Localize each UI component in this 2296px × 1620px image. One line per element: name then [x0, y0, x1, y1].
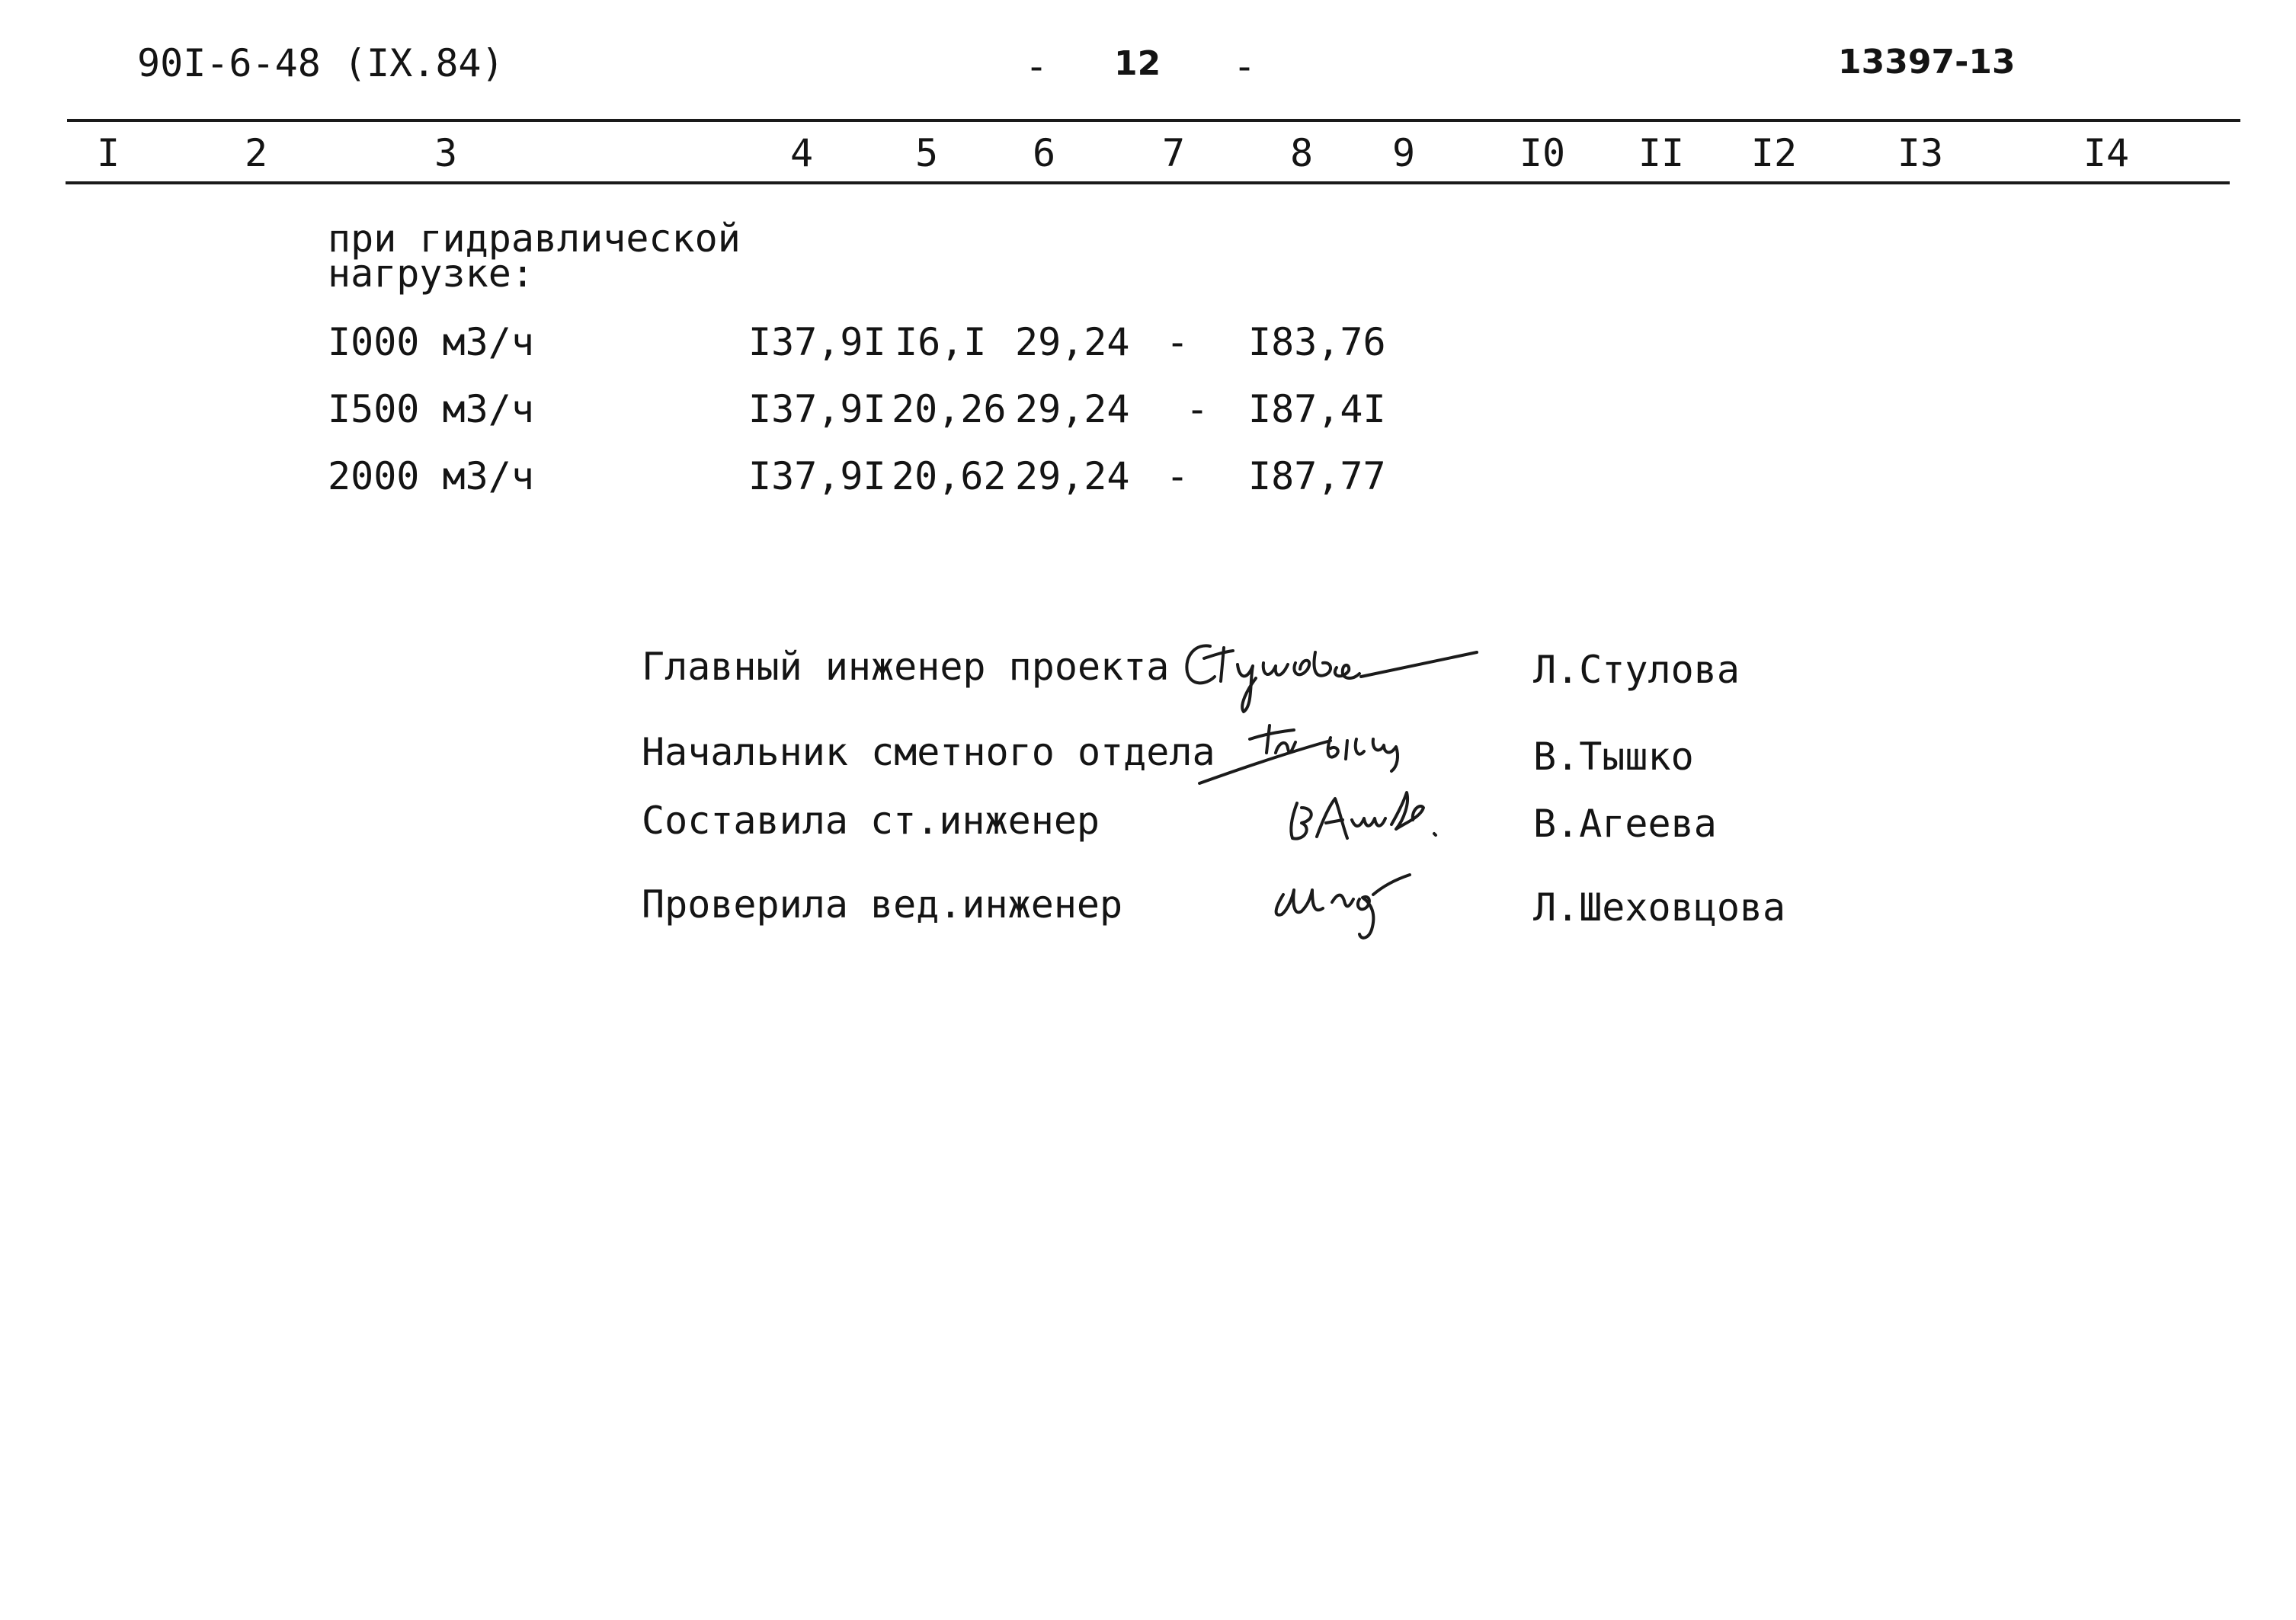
table-header-rule [66, 181, 2230, 184]
column-number: 8 [1289, 131, 1314, 175]
table-cell: I87,77 [1248, 454, 1386, 498]
signatory-name: Л.Стулова [1533, 648, 1740, 692]
column-number: 6 [1032, 131, 1056, 175]
table-cell: - [1186, 387, 1209, 431]
table-cell: I37,9I [748, 320, 886, 364]
signatory-role: Проверила [642, 882, 848, 927]
column-number: I2 [1750, 131, 1798, 175]
signatory-role: Начальник сметного отдела [642, 730, 1215, 774]
column-number: II [1638, 131, 1685, 175]
signature-ageeva [1282, 780, 1457, 856]
signatory-role: Составила [642, 799, 848, 843]
column-number: I [96, 131, 120, 175]
signatory-name: В.Агеева [1533, 802, 1717, 846]
table-cell: 20,62 [892, 454, 1007, 498]
table-cell: - [1166, 320, 1190, 364]
column-number: 4 [789, 131, 814, 175]
table-top-rule [67, 119, 2240, 122]
column-number: 3 [434, 131, 458, 175]
signatory-title: вед.инженер [870, 882, 1123, 927]
table-cell: 20,26 [892, 387, 1007, 431]
column-number: I3 [1897, 131, 1944, 175]
table-cell: I37,9I [748, 387, 886, 431]
table-cell: I87,4I [1248, 387, 1386, 431]
section-title: при гидравлической [328, 216, 741, 261]
table-cell: I6,I [895, 320, 987, 364]
page-dash-right: - [1233, 44, 1257, 88]
sheet-id: 13397-13 [1838, 43, 2016, 82]
signatory-title: ст.инженер [870, 799, 1100, 843]
table-cell: 29,24 [1015, 387, 1130, 431]
table-cell: I37,9I [748, 454, 886, 498]
section-title: нагрузке: [328, 251, 534, 296]
table-cell: 29,24 [1015, 320, 1130, 364]
column-number: I4 [2083, 131, 2130, 175]
signature-stulova [1174, 632, 1494, 716]
column-number: 7 [1161, 131, 1186, 175]
column-number: I0 [1519, 131, 1566, 175]
document-code: 90I-6-48 (IX.84) [137, 41, 504, 85]
signature-shekhovtsova [1265, 864, 1440, 956]
signatory-name: В.Тышко [1533, 735, 1694, 779]
signatory-role: Главный инженер проекта [642, 645, 1170, 689]
column-number: 9 [1391, 131, 1416, 175]
column-number: 2 [244, 131, 268, 175]
page-number: 12 [1114, 44, 1161, 83]
table-cell: I83,76 [1248, 320, 1386, 364]
signatory-name: Л.Шеховцова [1533, 885, 1786, 930]
table-cell: - [1166, 454, 1190, 498]
column-number: 5 [914, 131, 939, 175]
row-label: 2000 м3/ч [328, 454, 534, 498]
table-cell: 29,24 [1015, 454, 1130, 498]
row-label: I500 м3/ч [328, 387, 534, 431]
page-dash-left: - [1025, 44, 1049, 88]
row-label: I000 м3/ч [328, 320, 534, 364]
